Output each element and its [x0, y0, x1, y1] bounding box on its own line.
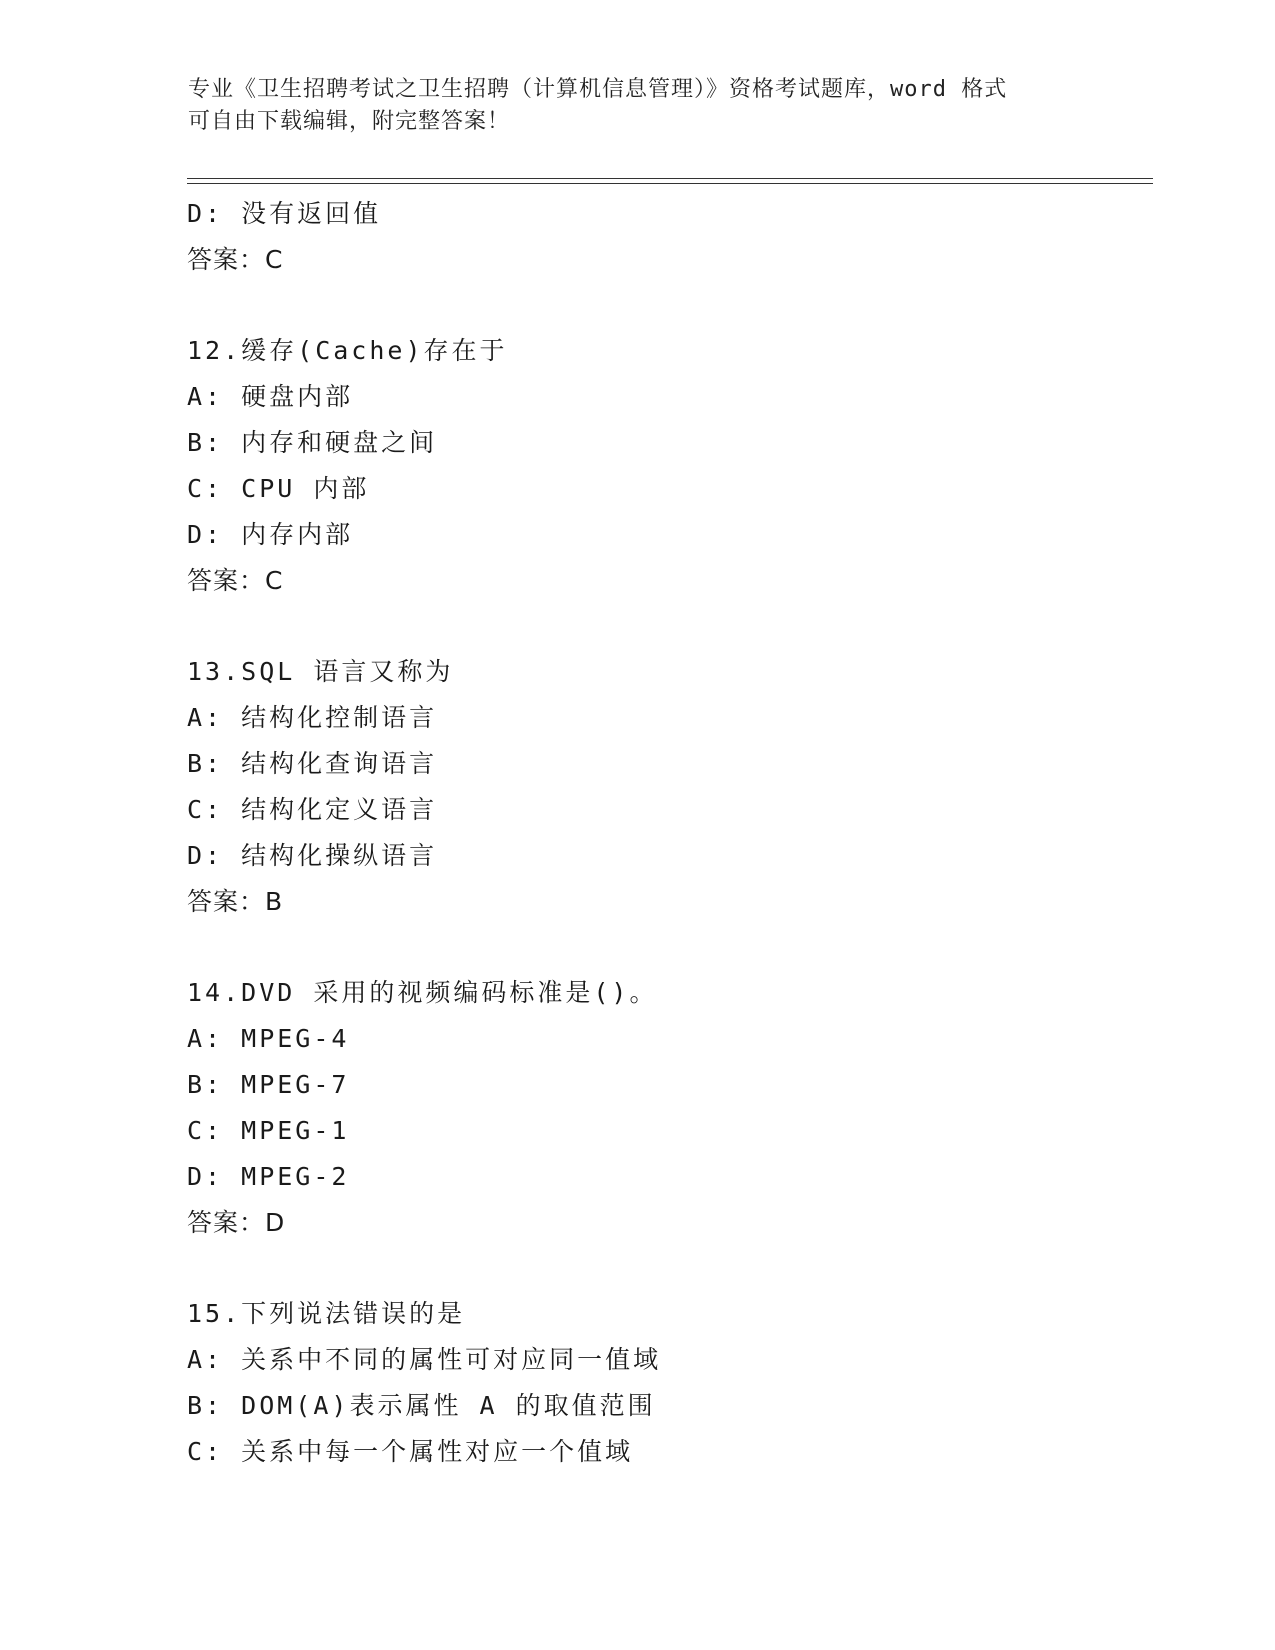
question-14-option-c: C: MPEG-1 [187, 1116, 350, 1145]
option-d: D: 没有返回值 [187, 199, 382, 228]
question-12-stem: 12.缓存(Cache)存在于 [187, 336, 508, 365]
header-divider-bottom [187, 183, 1153, 184]
header-title-line-1: 专业《卫生招聘考试之卫生招聘（计算机信息管理）》资格考试题库，word 格式 [188, 77, 1008, 102]
question-gap [187, 604, 1147, 649]
question-13-option-b: B: 结构化查询语言 [187, 749, 438, 778]
question-14-option-a: A: MPEG-4 [187, 1024, 350, 1053]
question-12-option-a: A: 硬盘内部 [187, 382, 354, 411]
answer-line: 答案：C [187, 245, 284, 274]
question-13-stem: 13.SQL 语言又称为 [187, 657, 454, 686]
question-14-stem: 14.DVD 采用的视频编码标准是()。 [187, 978, 658, 1007]
header-divider-top [187, 178, 1153, 179]
question-gap [187, 1246, 1147, 1291]
question-13-option-a: A: 结构化控制语言 [187, 703, 438, 732]
question-12-option-b: B: 内存和硬盘之间 [187, 428, 438, 457]
question-15-option-c: C: 关系中每一个属性对应一个值域 [187, 1437, 634, 1466]
question-15-option-b: B: DOM(A)表示属性 A 的取值范围 [187, 1391, 656, 1420]
question-15-stem: 15.下列说法错误的是 [187, 1299, 466, 1328]
header-title-line-2: 可自由下载编辑，附完整答案！ [188, 109, 511, 134]
document-header [188, 74, 1088, 138]
question-13-option-d: D: 结构化操纵语言 [187, 841, 438, 870]
question-14-option-d: D: MPEG-2 [187, 1162, 350, 1191]
question-gap [187, 283, 1147, 328]
question-13-option-c: C: 结构化定义语言 [187, 795, 438, 824]
question-14-option-b: B: MPEG-7 [187, 1070, 350, 1099]
question-13-answer: 答案：B [187, 887, 284, 916]
question-12-option-d: D: 内存内部 [187, 520, 354, 549]
question-list [187, 191, 1147, 1475]
question-12-answer: 答案：C [187, 566, 284, 595]
question-14-answer: 答案：D [187, 1208, 286, 1237]
question-15-option-a: A: 关系中不同的属性可对应同一值域 [187, 1345, 662, 1374]
question-gap [187, 925, 1147, 970]
question-12-option-c: C: CPU 内部 [187, 474, 370, 503]
